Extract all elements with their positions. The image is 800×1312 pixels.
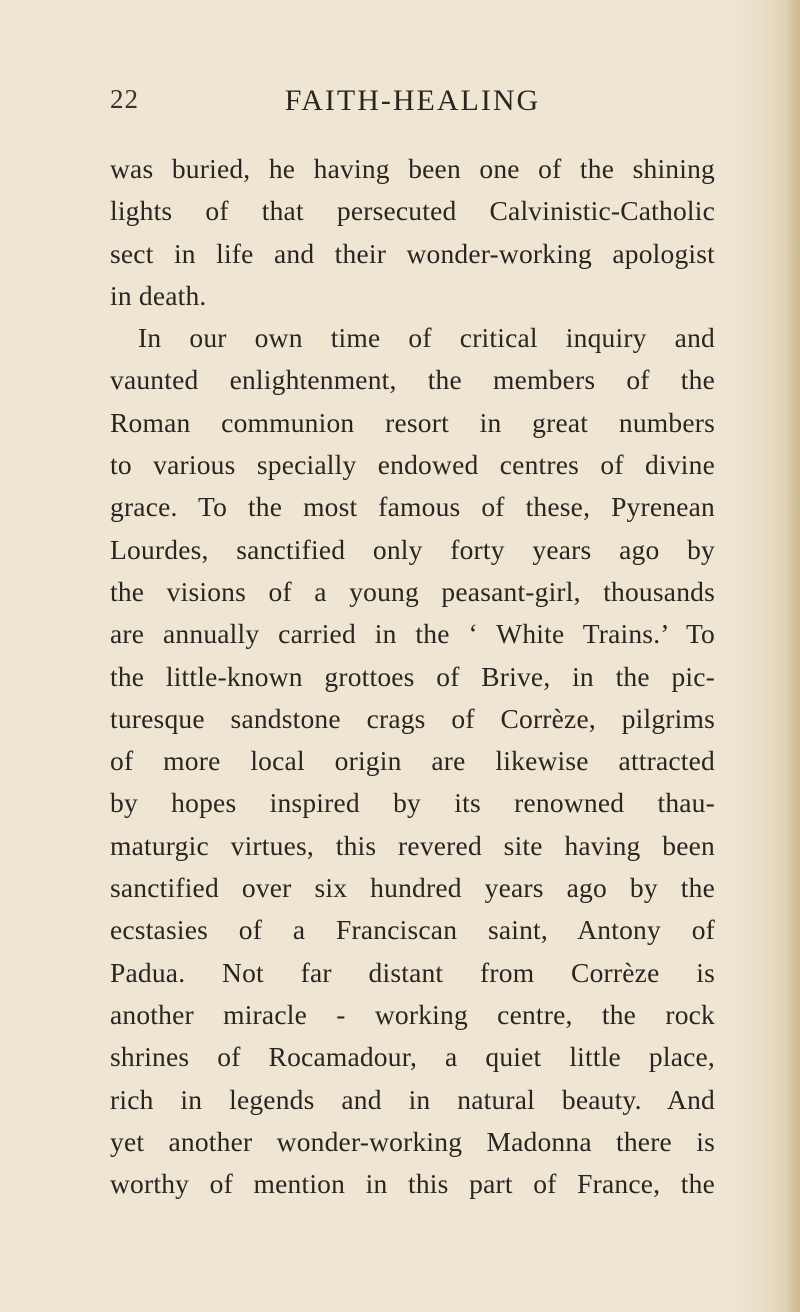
text-line: ecstasies of a Franciscan saint, Antony of [110,914,715,946]
text-line: of more local origin are likewise attracted [110,745,715,777]
text-line: grace. To the most famous of these, Pyrenean [110,491,715,523]
text-line: in death. [110,279,207,311]
running-title: FAITH-HEALING [284,84,541,117]
page-edge-shadow [786,0,800,1312]
text-line: was buried, he having been one of the shining [110,153,715,184]
text-line: lights of that persecuted Calvinistic-Catholic [110,195,715,227]
text-line: Roman communion resort in great numbers [110,406,715,438]
text-line: sanctified over six hundred years ago by the [110,872,715,904]
text-line: sect in life and their wonder-working apologist [110,237,715,269]
text-line: the little-known grottoes of Brive, in the pic- [110,660,715,692]
text-line: Lourdes, sanctified only forty years ago by [110,533,715,565]
text-line: rich in legends and in natural beauty. And [110,1083,715,1115]
running-header [110,84,715,124]
page-number: 22 [110,84,139,114]
text-line: vaunted enlightenment, the members of the [110,364,715,396]
text-line: maturgic virtues, this revered site having been [110,829,715,861]
text-line: another miracle - working centre, the rock [110,998,715,1030]
text-line: yet another wonder-working Madonna there is [110,1125,715,1157]
text-line: are annually carried in the ‘ White Trains.’ To [110,618,715,650]
text-line: turesque sandstone crags of Corrèze, pilgrims [110,702,715,734]
body-text [110,148,715,1205]
text-line: Padua. Not far distant from Corrèze is [110,956,715,988]
text-line: the visions of a young peasant-girl, thousands [110,575,715,607]
text-line: to various specially endowed centres of divine [110,449,715,481]
text-line: shrines of Rocamadour, a quiet little place, [110,1041,715,1073]
text-line: by hopes inspired by its renowned thau- [110,787,715,819]
text-line: In our own time of critical inquiry and [138,322,715,354]
text-line: worthy of mention in this part of France, the [110,1168,715,1200]
